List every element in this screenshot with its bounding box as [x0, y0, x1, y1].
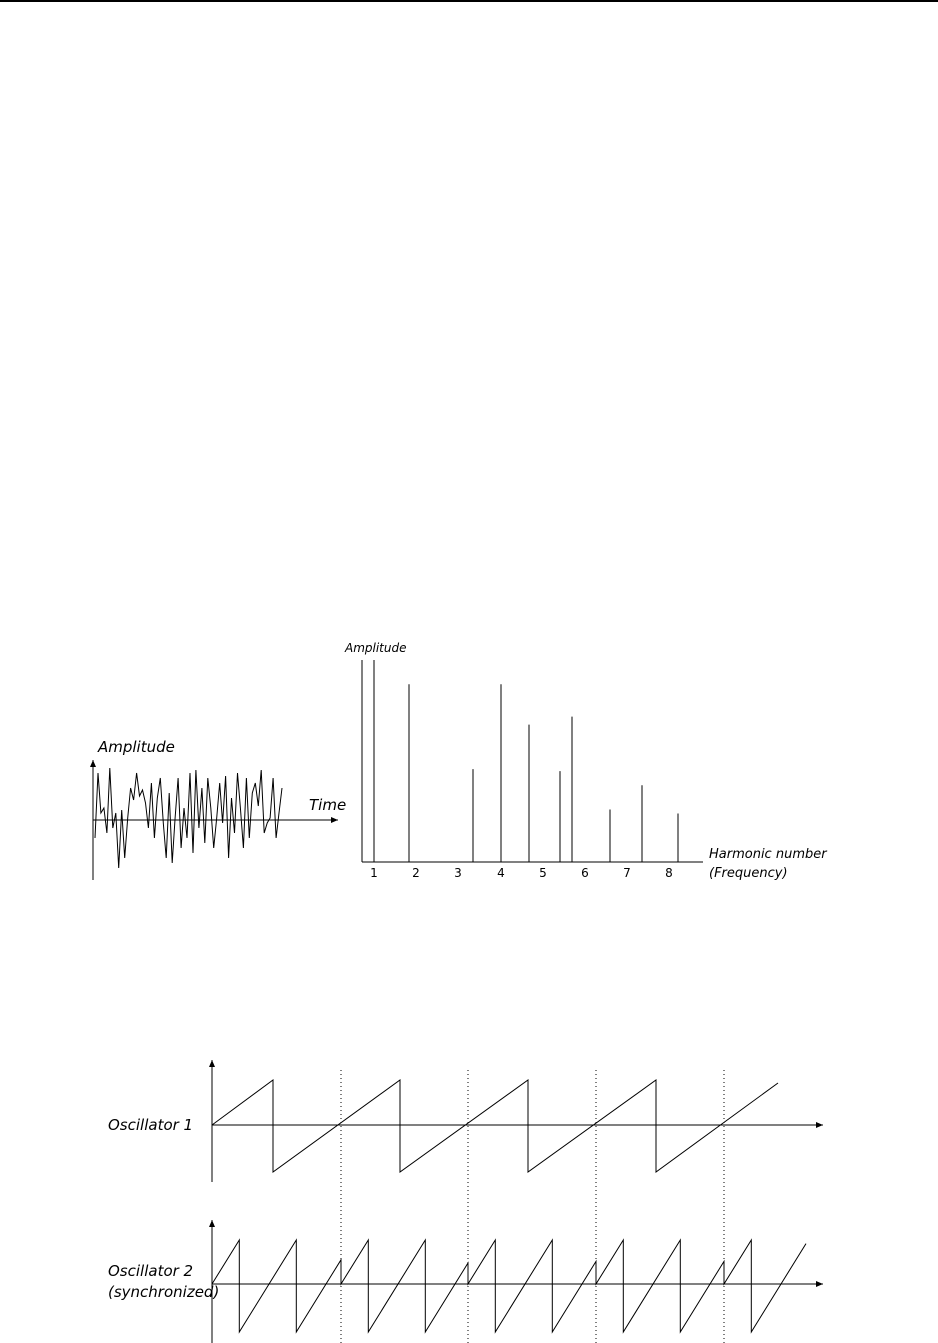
- tick-label-3: 3: [454, 866, 462, 880]
- noise-waveform: [95, 768, 282, 868]
- noise-y-label: Amplitude: [98, 738, 175, 756]
- tick-label-7: 7: [623, 866, 631, 880]
- osc2-label-line1: Oscillator 2: [108, 1262, 194, 1280]
- tick-label-2: 2: [412, 866, 420, 880]
- osc2-label-line2: (synchronized): [108, 1283, 220, 1301]
- spectrum-y-label: Amplitude: [345, 641, 407, 655]
- osc2-sawtooth: [212, 1240, 806, 1332]
- tick-label-4: 4: [497, 866, 505, 880]
- spectrum-x-label-line1: Harmonic number: [709, 847, 827, 862]
- osc1-label: Oscillator 1: [108, 1116, 194, 1134]
- spectrum-x-label-line2: (Frequency): [709, 866, 788, 881]
- tick-label-5: 5: [539, 866, 547, 880]
- sync-diagram: [108, 1060, 823, 1343]
- noise-x-label: Time: [309, 796, 347, 814]
- spectrum-bars: [374, 660, 678, 862]
- osc1-sawtooth: [212, 1080, 778, 1172]
- tick-label-1: 1: [370, 866, 378, 880]
- noise-diagram: [93, 738, 346, 880]
- tick-label-8: 8: [665, 866, 673, 880]
- tick-label-6: 6: [581, 866, 589, 880]
- spectrum-diagram: [344, 641, 828, 881]
